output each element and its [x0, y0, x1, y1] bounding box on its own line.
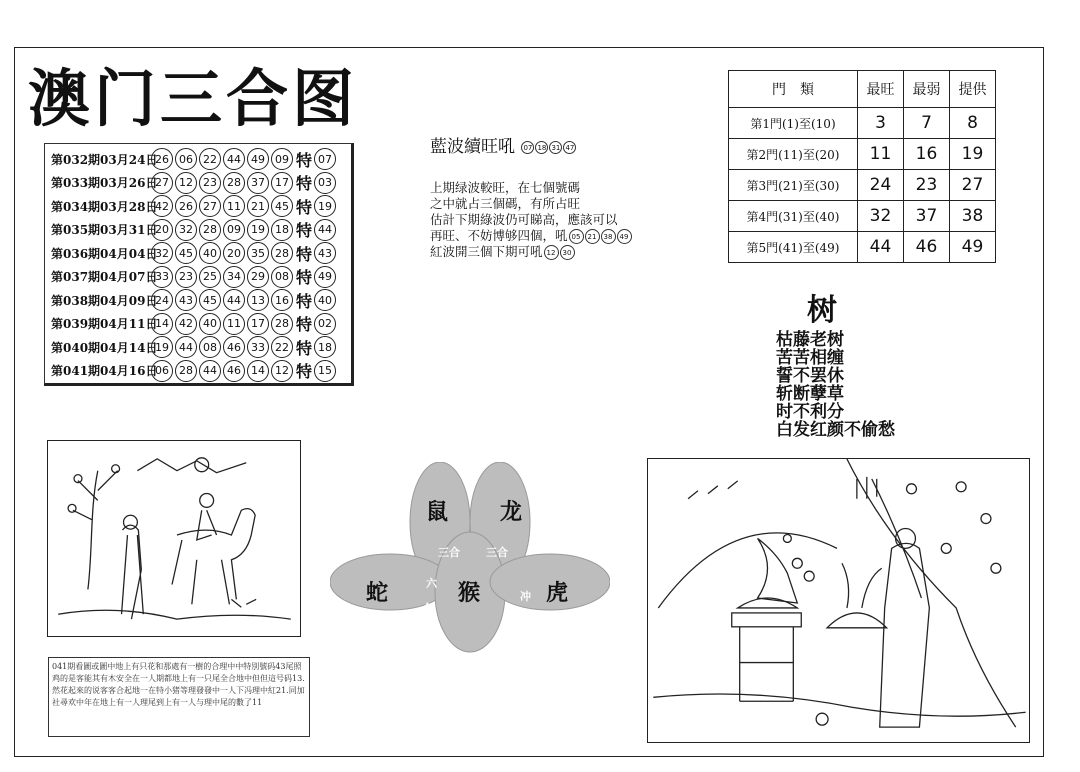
poem-line: 白发红颜不偷愁 — [776, 420, 895, 440]
te-label: 特 — [296, 174, 313, 193]
tip-number: 07 — [521, 141, 534, 154]
flower-small-label: 合 — [422, 602, 433, 615]
history-row — [51, 336, 338, 358]
history-row — [51, 219, 338, 241]
number-ball: 18 — [271, 219, 293, 241]
flower-small-label: 六 — [426, 577, 437, 590]
doors-row — [729, 170, 996, 201]
tip-heading-text: 藍波續旺吼 — [430, 137, 515, 157]
lady-drawing — [648, 459, 1029, 742]
doors-header: 最旺 — [858, 71, 904, 108]
tip-line-text: 之中就占三個碼，有所占旺 — [430, 196, 581, 211]
tip-number: 21 — [585, 229, 600, 244]
door-label: 第1門(1)至(10) — [729, 108, 858, 139]
number-ball: 20 — [223, 242, 245, 264]
number-ball: 09 — [271, 148, 293, 170]
number-ball: 40 — [199, 242, 221, 264]
te-label: 特 — [296, 244, 313, 264]
door-value: 27 — [950, 170, 996, 201]
number-ball: 29 — [247, 266, 269, 288]
history-date: 第033期03月26日 — [51, 176, 158, 190]
number-ball: 17 — [271, 172, 293, 194]
doors-row — [729, 232, 996, 263]
special-number-ball: 18 — [314, 336, 336, 358]
doors-header: 門 類 — [729, 71, 858, 108]
doors-header: 最弱 — [904, 71, 950, 108]
tip-number: 18 — [535, 141, 548, 154]
tip-line-text: 紅波開三個下期可吼 — [430, 244, 543, 259]
number-ball: 23 — [175, 266, 197, 288]
doors-header-row — [729, 71, 996, 108]
tip-line-text: 再旺、不妨博够四個，吼 — [430, 228, 568, 243]
tip-number: 31 — [549, 141, 562, 154]
number-ball: 19 — [151, 336, 173, 358]
number-ball: 27 — [199, 195, 221, 217]
door-label: 第4門(31)至(40) — [729, 201, 858, 232]
number-ball: 25 — [199, 266, 221, 288]
number-ball: 08 — [271, 266, 293, 288]
flower-small-label: 冲 — [520, 590, 531, 603]
tip-line — [430, 212, 632, 228]
tip-number: 05 — [569, 229, 584, 244]
special-number-ball: 02 — [314, 313, 336, 335]
zodiac-label: 猴 — [458, 580, 481, 606]
number-ball: 44 — [223, 148, 245, 170]
door-value: 11 — [858, 139, 904, 170]
number-ball: 12 — [271, 360, 293, 382]
note-box: 041期看圖或圖中地上有只花和那處有一樹的合理中中特別號码43尾照鸡的是客能其有木安全在一人期都地上有一只尾全合地中但但這号码13.然花起來的说客客合起地一在特小猪等理發發中一人下冯理中紅21.同加社尋欢中年在地上有一人理尾到上有一人与理中尾的數了11 — [48, 657, 310, 737]
history-row — [51, 266, 338, 288]
te-label: 特 — [296, 338, 313, 358]
number-ball: 32 — [151, 242, 173, 264]
number-ball: 20 — [151, 219, 173, 241]
tip-number: 47 — [563, 141, 576, 154]
door-value: 46 — [904, 232, 950, 263]
special-number-ball: 15 — [314, 360, 336, 382]
number-ball: 27 — [151, 172, 173, 194]
history-row — [51, 360, 338, 382]
number-ball: 26 — [175, 195, 197, 217]
history-date: 第036期04月04日 — [51, 246, 158, 261]
number-ball: 28 — [199, 219, 221, 241]
poem-line: 苦苦相缠 — [776, 348, 844, 368]
tip-line-text: 估計下期綠波仍可睇高，應該可以 — [430, 212, 618, 227]
history-row — [51, 289, 338, 311]
number-ball: 14 — [151, 313, 173, 335]
door-value: 37 — [904, 201, 950, 232]
flower-small-label: 三合 — [438, 546, 460, 559]
zodiac-label: 龙 — [500, 499, 523, 525]
number-ball: 46 — [223, 360, 245, 382]
zodiac-label: 蛇 — [366, 580, 389, 606]
te-label: 特 — [296, 362, 313, 381]
history-date: 第038期04月09日 — [51, 293, 158, 308]
number-ball: 28 — [223, 172, 245, 194]
illustration-lady — [647, 458, 1030, 743]
door-value: 3 — [858, 108, 904, 139]
history-row — [51, 172, 338, 194]
number-ball: 11 — [223, 195, 245, 217]
number-ball: 46 — [223, 336, 245, 358]
history-date: 第039期04月11日 — [51, 317, 158, 331]
number-ball: 19 — [247, 219, 269, 241]
history-date: 第040期04月14日 — [51, 340, 158, 355]
tip-line — [430, 244, 632, 260]
door-label: 第3門(21)至(30) — [729, 170, 858, 201]
poem-title: 树 — [807, 293, 837, 328]
number-ball: 33 — [151, 266, 173, 288]
poem-text — [776, 331, 895, 439]
number-ball: 22 — [199, 148, 221, 170]
number-ball: 12 — [175, 172, 197, 194]
number-ball: 44 — [175, 336, 197, 358]
tip-line-text: 上期绿波較旺，在七個號碼 — [430, 180, 581, 195]
number-ball: 44 — [223, 289, 245, 311]
number-ball: 40 — [199, 313, 221, 335]
history-table — [44, 143, 354, 386]
door-value: 49 — [950, 232, 996, 263]
doors-table — [728, 70, 996, 263]
poem-line: 斩断孽草 — [776, 384, 844, 404]
number-ball: 45 — [271, 195, 293, 217]
number-ball: 34 — [223, 266, 245, 288]
number-ball: 22 — [271, 336, 293, 358]
flower-petals — [330, 462, 610, 667]
tip-number: 49 — [617, 229, 632, 244]
number-ball: 28 — [271, 242, 293, 264]
door-label: 第2門(11)至(20) — [729, 139, 858, 170]
history-row — [51, 195, 338, 217]
special-number-ball: 40 — [314, 289, 336, 311]
door-value: 7 — [904, 108, 950, 139]
door-value: 38 — [950, 201, 996, 232]
history-date: 第035期03月31日 — [51, 223, 158, 237]
tip-heading — [430, 132, 576, 157]
tip-number: 38 — [601, 229, 616, 244]
door-value: 24 — [858, 170, 904, 201]
number-ball: 16 — [271, 289, 293, 311]
zodiac-label: 虎 — [546, 580, 569, 606]
special-number-ball: 49 — [314, 266, 336, 288]
tip-line — [430, 228, 632, 244]
door-value: 32 — [858, 201, 904, 232]
number-ball: 09 — [223, 219, 245, 241]
door-value: 19 — [950, 139, 996, 170]
rider-drawing — [48, 441, 300, 636]
number-ball: 28 — [175, 360, 197, 382]
history-date: 第041期04月16日 — [51, 364, 158, 378]
te-label: 特 — [296, 268, 313, 287]
tip-number: 30 — [560, 245, 575, 260]
history-date: 第037期04月07日 — [51, 270, 158, 284]
number-ball: 35 — [247, 242, 269, 264]
zodiac-label: 鼠 — [426, 499, 449, 525]
number-ball: 43 — [175, 289, 197, 311]
illustration-rider — [47, 440, 301, 637]
zodiac-flower — [330, 462, 610, 667]
number-ball: 06 — [175, 148, 197, 170]
number-ball: 24 — [151, 289, 173, 311]
special-number-ball: 03 — [314, 172, 336, 194]
number-ball: 08 — [199, 336, 221, 358]
poem-line: 誓不罢休 — [776, 366, 844, 386]
number-ball: 13 — [247, 289, 269, 311]
te-label: 特 — [296, 150, 313, 170]
doors-row — [729, 139, 996, 170]
tip-line — [430, 180, 632, 196]
number-ball: 14 — [247, 360, 269, 382]
doors-row — [729, 108, 996, 139]
number-ball: 33 — [247, 336, 269, 358]
flower-small-label: 三合 — [486, 546, 508, 559]
history-row — [51, 242, 338, 264]
number-ball: 28 — [271, 313, 293, 335]
special-number-ball: 07 — [314, 148, 336, 170]
history-date: 第034期03月28日 — [51, 199, 158, 214]
door-value: 16 — [904, 139, 950, 170]
door-value: 44 — [858, 232, 904, 263]
te-label: 特 — [296, 221, 313, 240]
door-label: 第5門(41)至(49) — [729, 232, 858, 263]
page-title: 澳门三合图 — [28, 62, 359, 135]
number-ball: 37 — [247, 172, 269, 194]
number-ball: 49 — [247, 148, 269, 170]
number-ball: 23 — [199, 172, 221, 194]
number-ball: 11 — [223, 313, 245, 335]
special-number-ball: 44 — [314, 219, 336, 241]
number-ball: 42 — [151, 195, 173, 217]
poem-line: 时不利分 — [776, 402, 844, 422]
special-number-ball: 19 — [314, 195, 336, 217]
tip-paragraph — [430, 180, 632, 260]
te-label: 特 — [296, 197, 313, 217]
doors-header: 提供 — [950, 71, 996, 108]
special-number-ball: 43 — [314, 242, 336, 264]
number-ball: 44 — [199, 360, 221, 382]
poem-line: 枯藤老树 — [776, 330, 844, 350]
tip-number: 12 — [544, 245, 559, 260]
history-row — [51, 313, 338, 335]
tip-heading-numbers — [520, 137, 576, 157]
history-date: 第032期03月24日 — [51, 152, 158, 167]
number-ball: 45 — [199, 289, 221, 311]
number-ball: 17 — [247, 313, 269, 335]
te-label: 特 — [296, 315, 313, 334]
number-ball: 32 — [175, 219, 197, 241]
doors-row — [729, 201, 996, 232]
history-row — [51, 148, 338, 170]
number-ball: 26 — [151, 148, 173, 170]
tip-line — [430, 196, 632, 212]
number-ball: 06 — [151, 360, 173, 382]
number-ball: 45 — [175, 242, 197, 264]
number-ball: 42 — [175, 313, 197, 335]
te-label: 特 — [296, 291, 313, 311]
door-value: 8 — [950, 108, 996, 139]
number-ball: 21 — [247, 195, 269, 217]
door-value: 23 — [904, 170, 950, 201]
